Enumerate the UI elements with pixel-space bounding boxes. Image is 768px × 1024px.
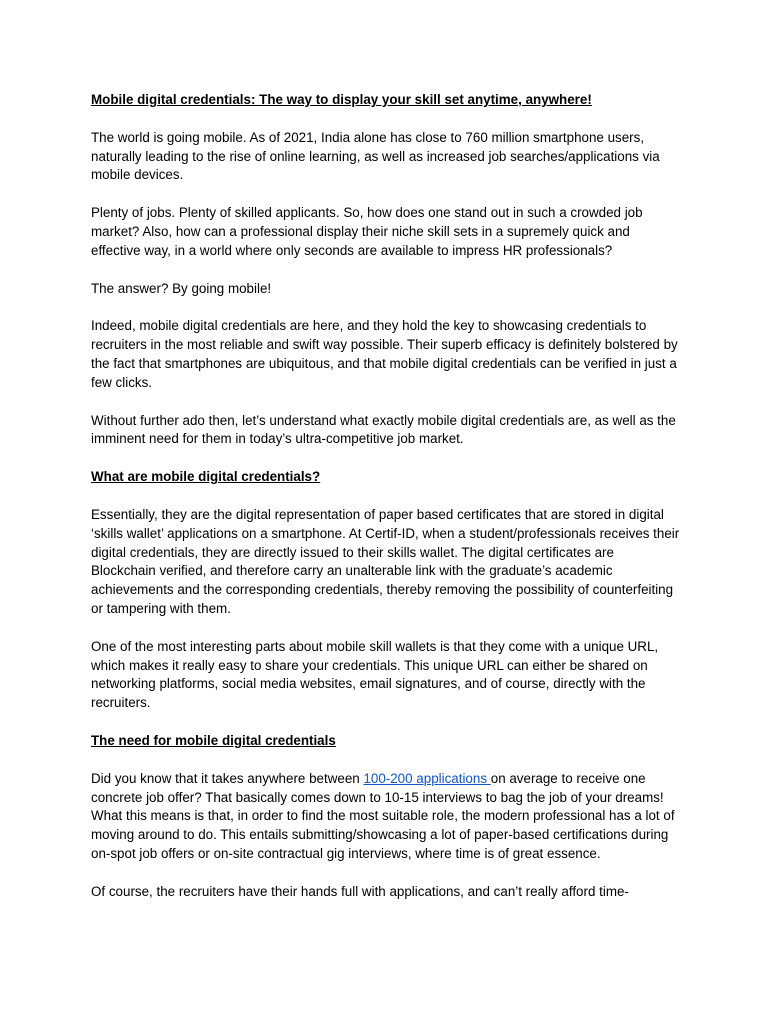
paragraph-intro-1: The world is going mobile. As of 2021, India alone has close to 760 million smartphone users, naturally leading to the rise of online learning, as well as increased job searches/applications via mobile devices. [91,129,660,183]
section-heading-what-are: What are mobile digital credentials? [91,469,321,485]
paragraph-intro-5: Without further ado then, let’s understand what exactly mobile digital credentials are, as well as the imminent need for them in today’s ultra-competitive job market. [91,412,676,447]
document-title: Mobile digital credentials: The way to display your skill set anytime, anywhere! [91,92,592,107]
paragraph-intro-2: Plenty of jobs. Plenty of skilled applicants. So, how does one stand out in such a crowded job market? Also, how can a professional display their niche skill sets in a supremely quick and effective way, in a world where only seconds are available to impress HR professionals? [91,205,643,258]
paragraph-section2-1 [91,770,681,864]
applications-link[interactable]: 100-200 applications [363,770,491,786]
paragraph-section2-1-start: Did you know that it takes anywhere between [91,770,364,786]
paragraph-section2-1-end: on average to receive one concrete job offer? That basically comes down to 10-15 interviews to bag the job of your dreams! What this means is that, in order to find the most suitable role, the modern professional has a lot of moving around to do. This entails submitting/showcasing a lot of paper-based certifications during on-spot job offers or on-site contractual gig interviews, where time is of great essence. [91,770,675,861]
paragraph-intro-4: Indeed, mobile digital credentials are here, and they hold the key to showcasing credentials to recruiters in the most reliable and swift way possible. Their superb efficacy is definitely bolstered by the fact that smartphones are ubiquitous, and that mobile digital credentials can be verified in just a few clicks. [91,318,678,390]
section-heading-need: The need for mobile digital credentials [91,732,336,748]
document-page [91,91,681,921]
paragraph-section1-1: Essentially, they are the digital representation of paper based certificates that are stored in digital ‘skills wallet’ applications on a smartphone. At Certif-ID, when a student/professionals receives their digital credentials, they are directly issued to their skills wallet. The digital certificates are Blockchain verified, and therefore carry an unalterable link with the graduate’s academic achievements and the corresponding credentials, thereby removing the possibility of counterfeiting or tampering with them. [91,506,680,616]
paragraph-section1-2: One of the most interesting parts about mobile skill wallets is that they come with a unique URL, which makes it really easy to share your credentials. This unique URL can either be shared on networking platforms, social media websites, email signatures, and of course, directly with the recruiters. [91,638,659,711]
paragraph-intro-3: The answer? By going mobile! [91,280,272,296]
paragraph-section2-2: Of course, the recruiters have their hands full with applications, and can’t really afford time- [91,883,629,899]
